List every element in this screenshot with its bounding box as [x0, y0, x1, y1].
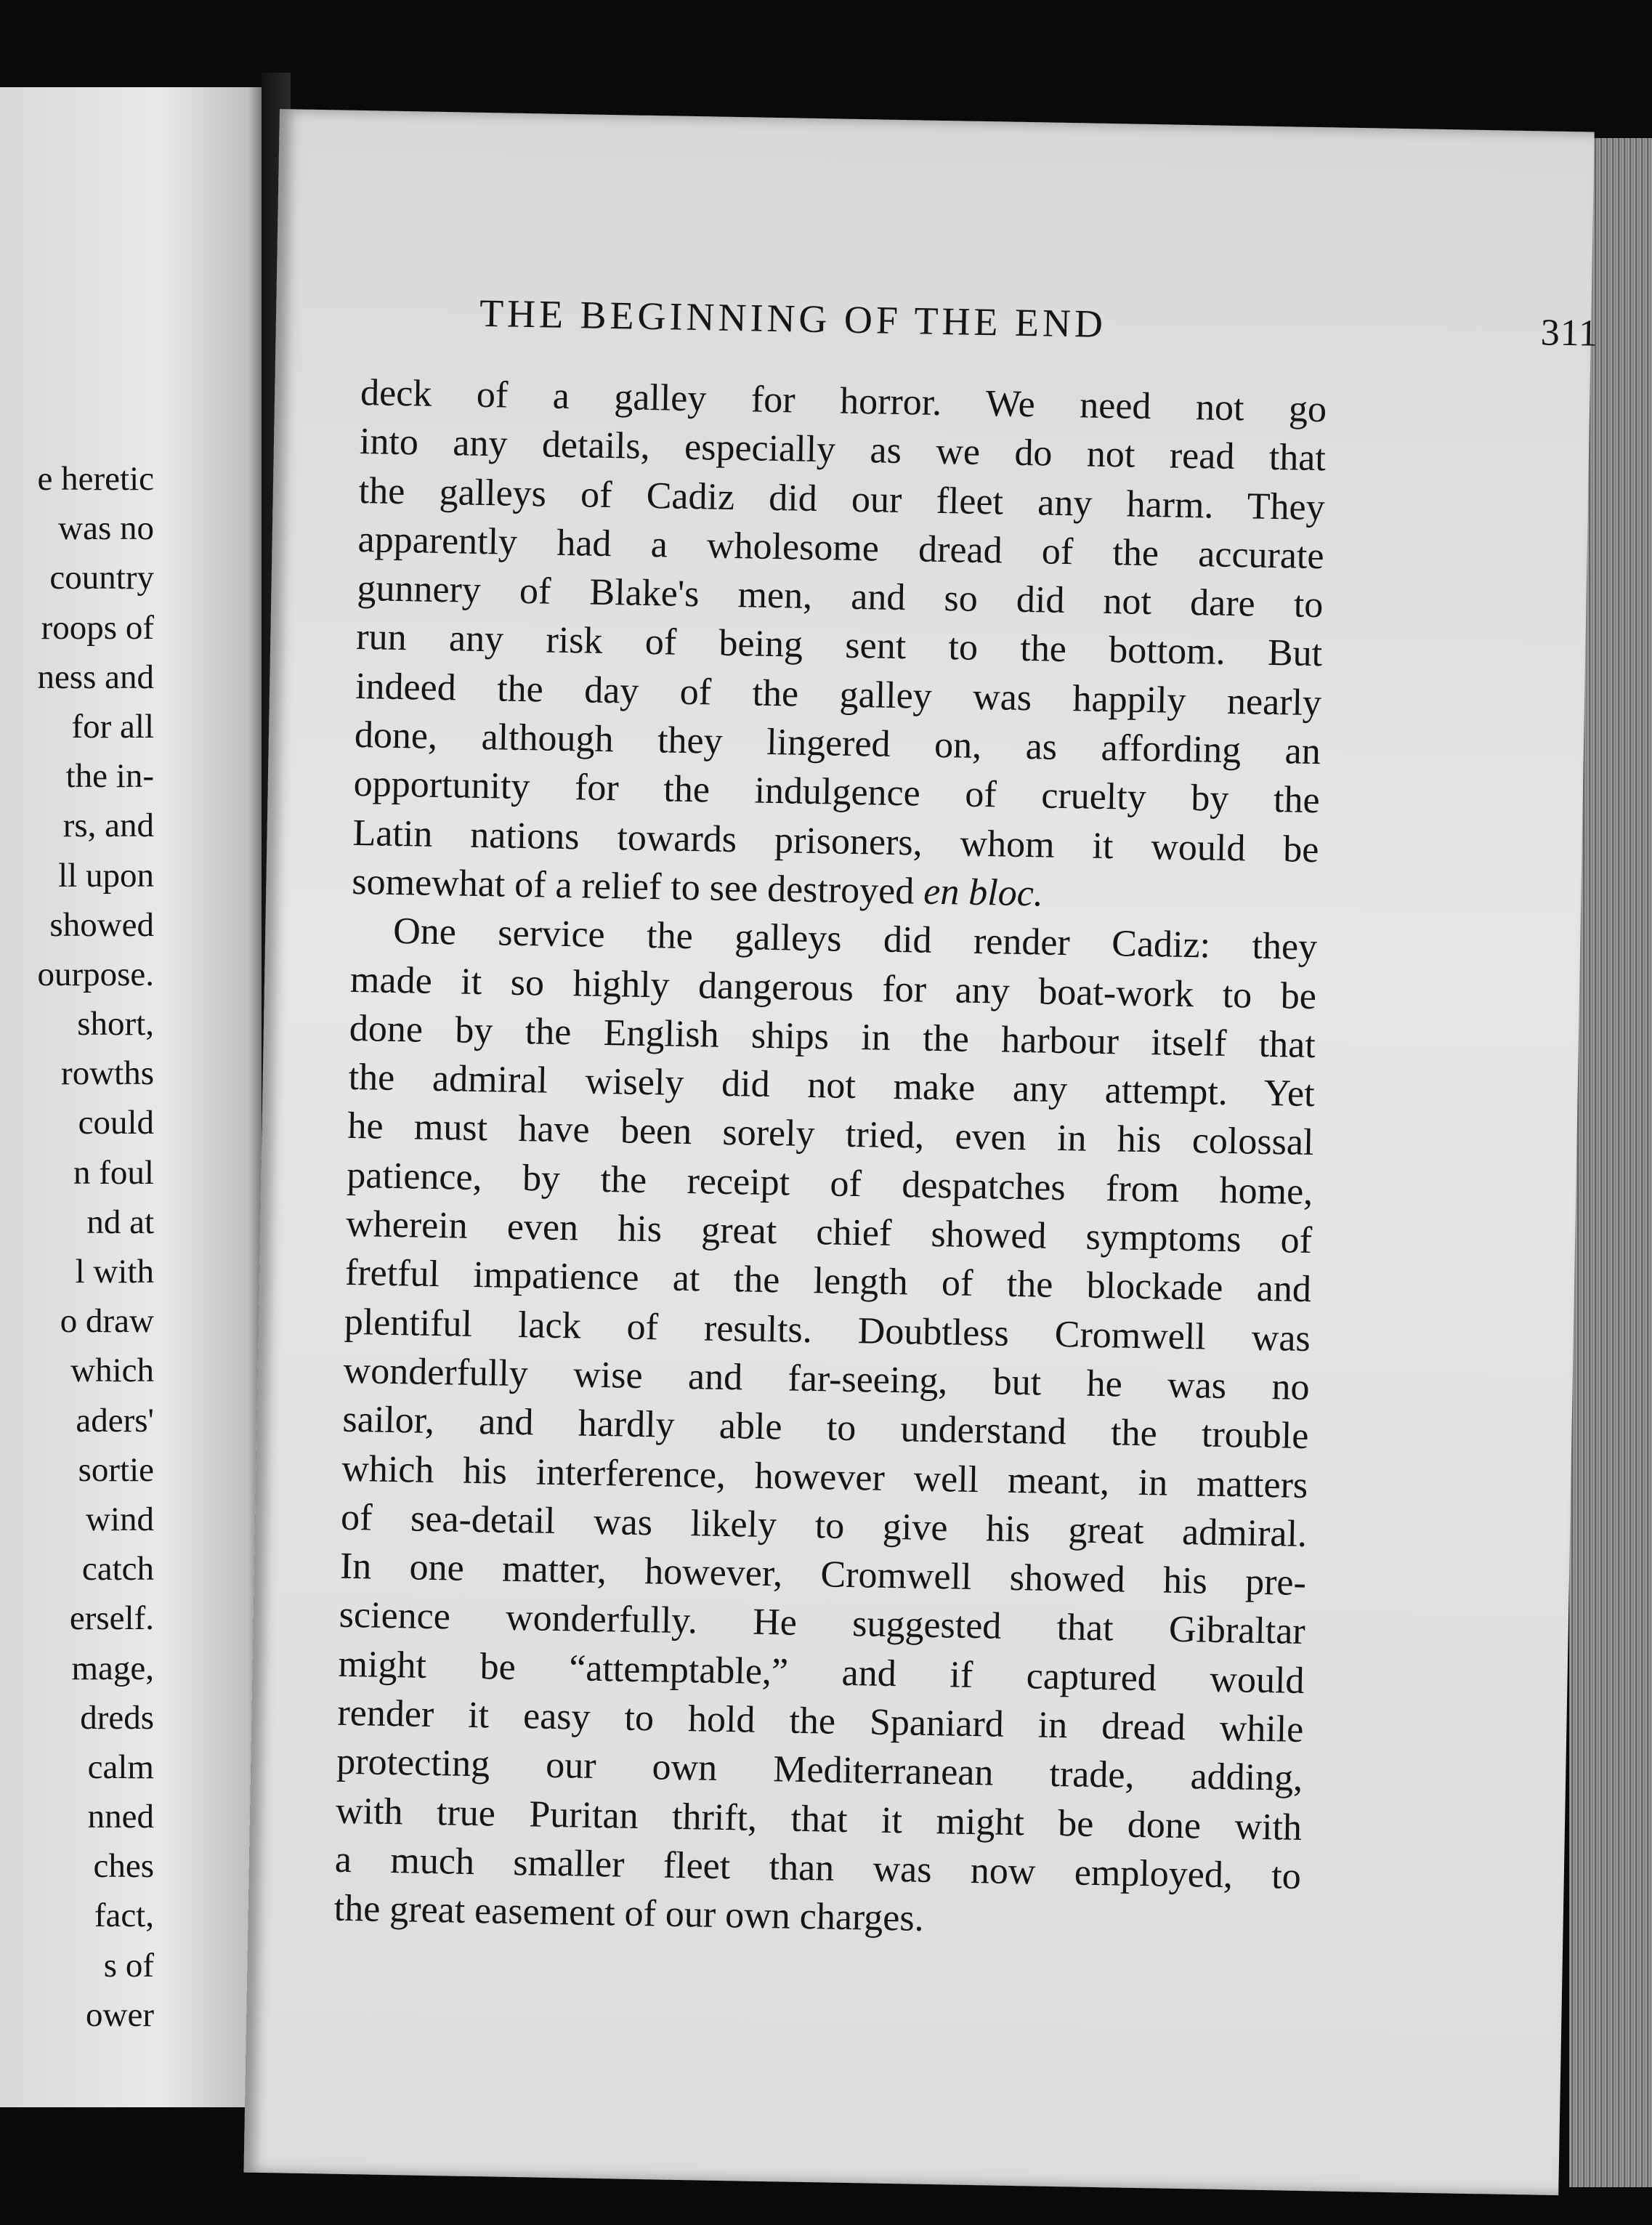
left-page-line: aders' — [76, 1401, 154, 1439]
text-line: might be “attemptable,” and if captured would — [338, 1643, 1305, 1702]
left-page-line: l with — [75, 1253, 154, 1291]
left-page-line: roops of — [41, 608, 154, 647]
text-line: indeed the day of the galley was happily nearly — [355, 665, 1322, 724]
left-page-line: s of — [103, 1946, 154, 1984]
left-page-line: n foul — [73, 1153, 154, 1192]
text-line: plentiful lack of results. Doubtless Cromwell was — [344, 1301, 1311, 1360]
text-line: the admiral wisely did not make any attempt. Yet — [348, 1057, 1316, 1115]
left-page-line: for all — [71, 707, 154, 746]
text-line: wonderfully wise and far-seeing, but he was no — [343, 1349, 1311, 1408]
left-page-line: which — [70, 1352, 154, 1390]
left-page-line: could — [78, 1104, 154, 1142]
left-page-line: wind — [86, 1500, 154, 1538]
left-page-line: showed — [49, 905, 154, 944]
paragraph-start-line: One service the galleys did render Cadiz: they — [392, 910, 1318, 969]
text-line: with true Puritan thrift, that it might be done with — [335, 1790, 1303, 1849]
left-page-line: ll upon — [58, 856, 154, 895]
left-page-line: catch — [81, 1550, 154, 1588]
text-line: protecting our own Mediterranean trade, adding, — [336, 1741, 1303, 1800]
left-page-line: rs, and — [62, 807, 154, 845]
running-title: THE BEGINNING OF THE END — [479, 291, 1107, 346]
left-page-line: mage, — [71, 1649, 154, 1687]
text-line: patience, by the receipt of despatches from home, — [346, 1154, 1313, 1213]
text-line: render it easy to hold the Spaniard in dread while — [336, 1692, 1304, 1750]
left-page-line: fact, — [94, 1897, 154, 1935]
left-page-line: nd at — [86, 1203, 154, 1241]
left-page-line: was no — [58, 509, 154, 548]
text-line: the galleys of Cadiz did our fleet any harm. They — [358, 469, 1326, 528]
left-page-line: erself. — [69, 1599, 154, 1638]
text-line: he must have been sorely tried, even in his colossal — [347, 1105, 1314, 1164]
left-page-line: calm — [87, 1748, 154, 1786]
text-line: made it so highly dangerous for any boat-work to be — [349, 958, 1317, 1017]
left-page-line: e heretic — [37, 460, 154, 498]
text-line: of sea-detail was likely to give his great admiral. — [340, 1496, 1308, 1555]
text-line: run any risk of being sent to the bottom. But — [355, 616, 1323, 675]
left-page-text — [0, 454, 154, 2040]
left-page-line: short, — [77, 1005, 154, 1043]
left-page-line: rowths — [61, 1054, 154, 1093]
left-page-line: ower — [86, 1995, 154, 2034]
page-number: 311 — [1540, 312, 1599, 355]
left-page-line: nned — [87, 1798, 154, 1836]
left-page-line: dreds — [80, 1698, 154, 1737]
left-page-line: o draw — [60, 1302, 154, 1341]
left-page-line: country — [49, 559, 154, 597]
right-page — [243, 109, 1599, 2195]
left-page-line: ourpose. — [37, 955, 154, 993]
text-line: done, although they lingered on, as affording an — [354, 714, 1321, 773]
left-page-line: sortie — [78, 1450, 154, 1489]
text-line: a much smaller fleet than was now employed, to — [334, 1838, 1302, 1897]
left-page-line: ness and — [37, 658, 154, 696]
left-facing-page — [0, 87, 270, 2107]
text-line: into any details, especially as we do not read that — [359, 421, 1327, 480]
italic-phrase: en bloc. — [923, 871, 1044, 915]
left-page-line: ches — [93, 1847, 154, 1886]
text-line: fretful impatience at the length of the blockade and — [344, 1252, 1312, 1311]
text-line: In one matter, however, Cromwell showed his pre- — [339, 1545, 1307, 1604]
text-line: which his interference, however well meant, in matters — [341, 1447, 1308, 1506]
text-line: somewhat of a relief to see destroyed — [351, 860, 915, 913]
text-line: gunnery of Blake's men, and so did not dare to — [357, 568, 1324, 626]
running-head — [479, 291, 1599, 355]
text-line: deck of a galley for horror. We need not go — [360, 372, 1327, 431]
text-line: the great easement of our own charges. — [333, 1887, 925, 1940]
body-text — [333, 368, 1327, 1950]
text-line: sailor, and hardly able to understand the trouble — [342, 1399, 1309, 1458]
text-line: Latin nations towards prisoners, whom it would be — [352, 812, 1319, 871]
text-line: wherein even his great chief showed symptoms of — [345, 1203, 1313, 1262]
left-page-line: the in- — [65, 757, 154, 796]
text-line: done by the English ships in the harbour itself that — [349, 1007, 1316, 1066]
text-line: science wonderfully. He suggested that Gibraltar — [339, 1594, 1306, 1653]
text-line: apparently had a wholesome dread of the accurate — [357, 518, 1324, 578]
text-line: opportunity for the indulgence of cruelty by the — [353, 763, 1321, 822]
